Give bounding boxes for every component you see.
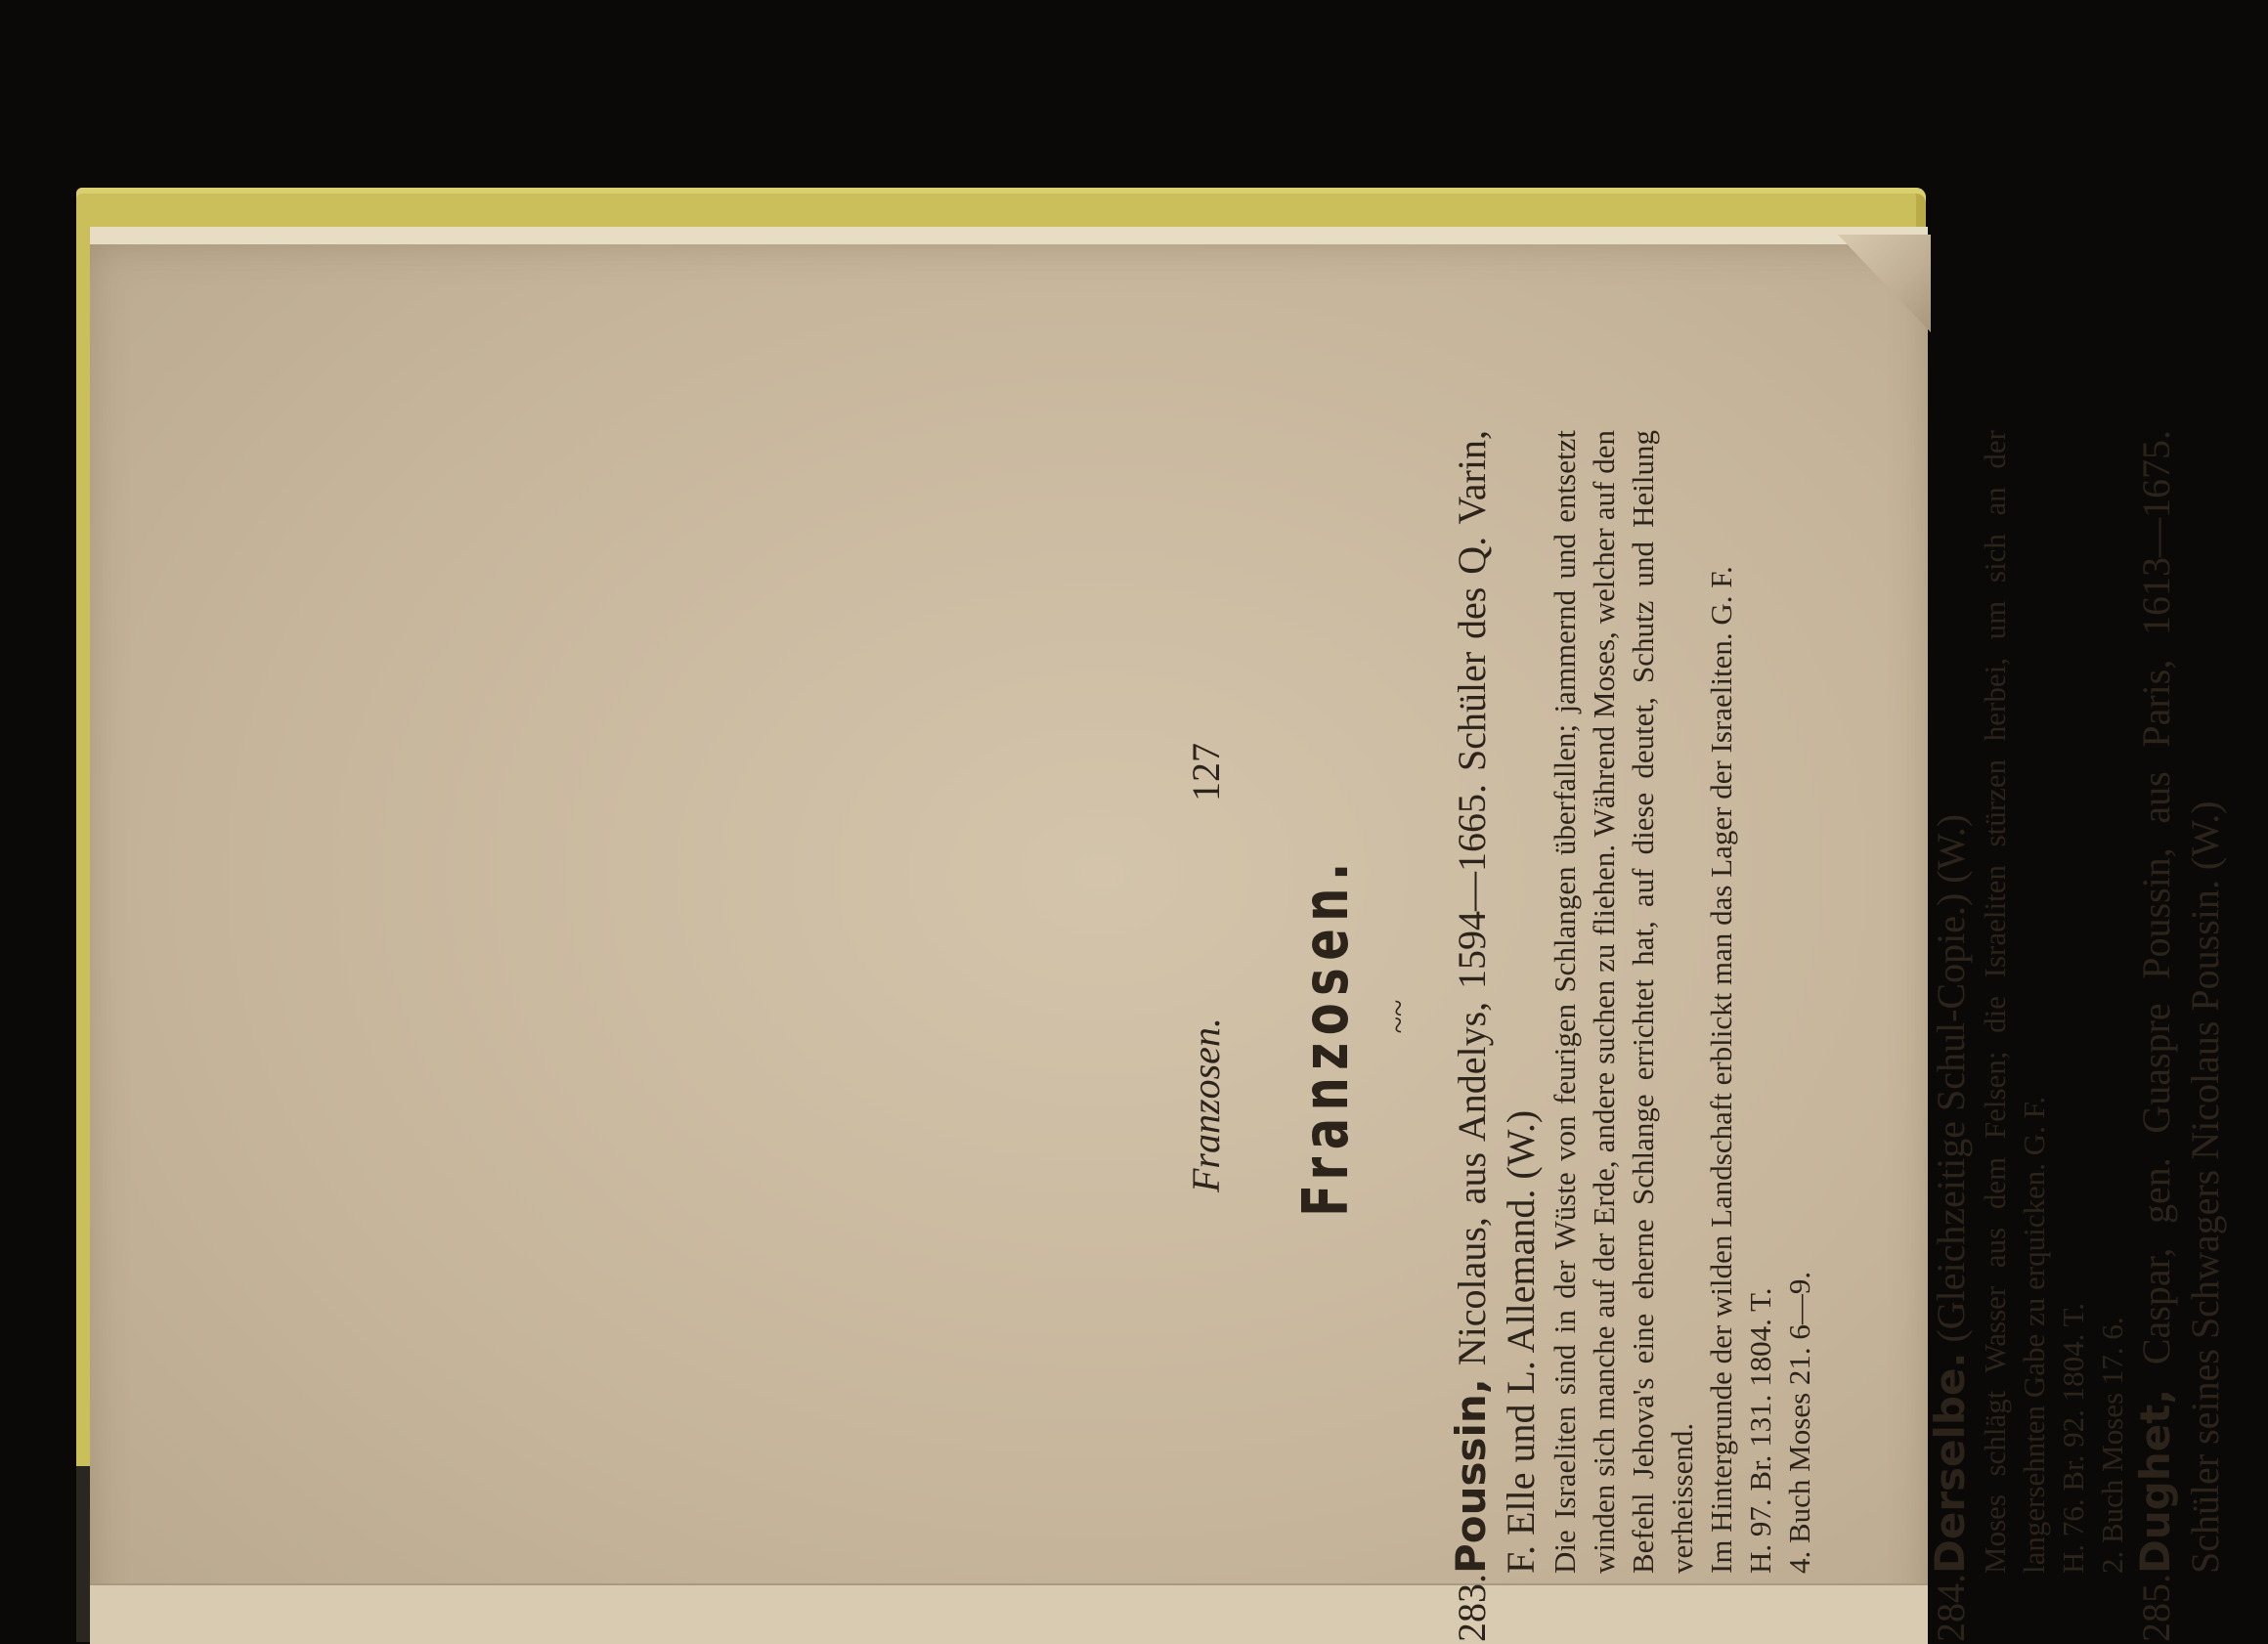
entry-body bbox=[1976, 430, 2132, 1642]
entry-heading bbox=[1926, 430, 1976, 1642]
entry-heading-text: Nicolaus, aus Andelys, 1594—1665. Schüler des Q. Varin, F. Elle und L. Allemand. (W.) bbox=[1450, 430, 1543, 1574]
catalog-entry-283 bbox=[1447, 430, 1819, 1642]
section-title: Franzosen. bbox=[1290, 855, 1363, 1217]
artist-name: Derselbe. bbox=[1926, 1352, 1974, 1574]
running-title: Franzosen. bbox=[1184, 1017, 1228, 1192]
entry-body bbox=[1546, 430, 1819, 1642]
artist-name: Poussin, bbox=[1447, 1378, 1495, 1574]
entry-heading bbox=[2131, 430, 2230, 1642]
entry-heading-text: (Gleichzeitige Schul-Copie.) (W.) bbox=[1929, 813, 1973, 1353]
entry-description: Die Israeliten sind in der Wüste von feurigen Schlangen überfallen; jammernd und entsetzt winden sich manche auf der Erde, andere suchen zu fliehen. Während Moses, welcher auf den Befehl Jehova's eine eherne Schlange errichtet hat, auf diese deutet, Schutz und Heilung verheissend. bbox=[1548, 430, 1699, 1574]
catalog-entry-285 bbox=[2131, 430, 2230, 1642]
entry-reference: 2. Buch Moses 17. 6. bbox=[2095, 1317, 2129, 1574]
entry-dimensions: H. 76. Br. 92. 1804. T. bbox=[2056, 1302, 2090, 1574]
entry-dimensions: H. 97. Br. 131. 1804. T. bbox=[1743, 1287, 1777, 1574]
page-content bbox=[1144, 430, 2268, 1642]
entry-description: Moses schlägt Wasser aus dem Felsen; die Israeliten stürzen herbei, um sich an der langersehnten Gabe zu erquicken. G. F. bbox=[1978, 430, 2051, 1574]
entry-reference: 4. Buch Moses 21. 6—9. bbox=[1782, 1271, 1816, 1574]
ornament-divider: ~~ bbox=[1380, 999, 1416, 1034]
running-head bbox=[1183, 430, 1242, 1642]
entry-number: 285. bbox=[2134, 1574, 2178, 1642]
entry-number: 284. bbox=[1929, 1574, 1973, 1642]
entry-heading-text: Caspar, gen. Guaspre Poussin, aus Paris, 1613—1675. Schüler seines Schwagers Nicolaus Poussin. (W.) bbox=[2134, 430, 2227, 1574]
entry-number: 283. bbox=[1450, 1574, 1494, 1642]
page-number: 127 bbox=[1184, 743, 1228, 801]
catalog-entry-284 bbox=[1926, 430, 2132, 1642]
artist-name: Dughet, bbox=[2131, 1388, 2179, 1574]
entry-description: Im Hintergrunde der wilden Landschaft erblickt man das Lager der Israeliten. G. F. bbox=[1704, 566, 1738, 1574]
entry-heading bbox=[1447, 430, 1546, 1642]
